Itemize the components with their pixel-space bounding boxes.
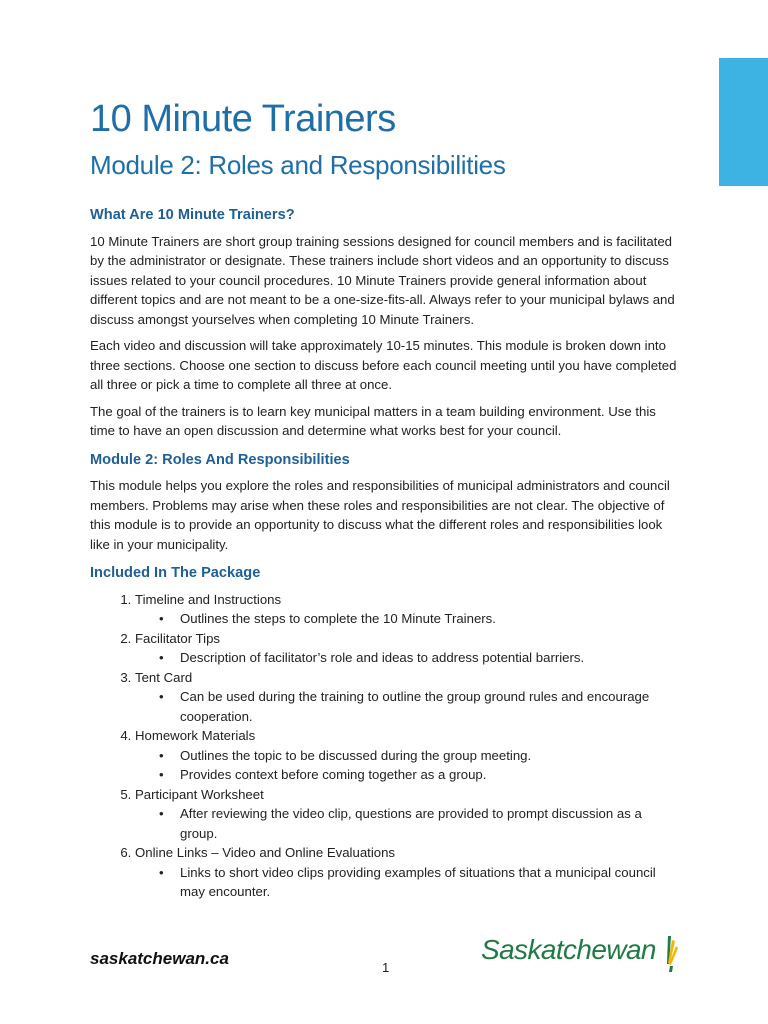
bullet-item: • Outlines the steps to complete the 10 Minute Trainers. bbox=[180, 609, 680, 629]
bullet-list bbox=[135, 687, 680, 726]
list-item bbox=[135, 726, 680, 785]
page-title: 10 Minute Trainers bbox=[90, 98, 396, 140]
list-item bbox=[135, 590, 680, 629]
bullet-item: • Outlines the topic to be discussed during the group meeting. bbox=[180, 746, 680, 766]
bullet-list bbox=[135, 609, 680, 629]
saskatchewan-logo bbox=[481, 934, 680, 974]
section-heading-what-are: What Are 10 Minute Trainers? bbox=[90, 207, 295, 223]
logo-wordmark: Saskatchewan bbox=[481, 934, 656, 965]
wheat-sheaf-icon bbox=[658, 934, 680, 974]
bullet-item: • Links to short video clips providing examples of situations that a municipal council may encounter. bbox=[180, 863, 680, 902]
list-item bbox=[135, 785, 680, 844]
list-item bbox=[135, 668, 680, 727]
bullet-list bbox=[135, 863, 680, 902]
list-item-label: Participant Worksheet bbox=[135, 786, 264, 802]
bullet-list bbox=[135, 746, 680, 785]
list-item-label: Online Links – Video and Online Evaluations bbox=[135, 845, 396, 860]
bullet-item: • Can be used during the training to outline the group ground rules and encourage cooperation. bbox=[180, 687, 680, 726]
bullet-list bbox=[135, 804, 680, 843]
paragraph: This module helps you explore the roles and responsibilities of municipal administrators and council members. Problems may arise when these roles and responsibilities are not clear. The objective of this module is to provide an opportunity to discuss what the different roles and responsibilities look like in your municipality. bbox=[90, 478, 670, 552]
side-color-tab bbox=[719, 58, 768, 186]
bullet-item: • After reviewing the video clip, questions are provided to prompt discussion as a group. bbox=[180, 804, 680, 843]
page-number: 1 bbox=[382, 960, 390, 975]
section-heading-module-2: Module 2: Roles And Responsibilities bbox=[90, 451, 350, 468]
list-item-label: Tent Card bbox=[135, 669, 193, 685]
bullet-item: • Description of facilitator’s role and ideas to address potential barriers. bbox=[180, 648, 680, 668]
list-item-label: Facilitator Tips bbox=[135, 630, 221, 646]
paragraph: The goal of the trainers is to learn key municipal matters in a team building environment. Use this time to have an open discussion and determine what works best for your council. bbox=[90, 403, 656, 438]
document-body bbox=[90, 206, 680, 902]
paragraph: 10 Minute Trainers are short group training sessions designed for council members and is facilitated by the administrator or designate. These trainers include short videos and an opportunity to discuss issues related to your council procedures. 10 Minute Trainers provide general information about different topics and are not meant to be a one-size-fits-all. Always refer to your municipal bylaws and discuss amongst yourselves when completing 10 Minute Trainers. bbox=[90, 233, 675, 327]
section-heading-package: Included In The Package bbox=[90, 565, 261, 581]
list-item-label: Homework Materials bbox=[135, 728, 256, 743]
list-item bbox=[135, 843, 680, 902]
paragraph: Each video and discussion will take approximately 10-15 minutes. This module is broken down into three sections. Choose one section to discuss before each council meeting until you have completed all three or pick a time to complete all three at once. bbox=[90, 338, 677, 392]
package-list bbox=[90, 590, 680, 902]
bullet-list bbox=[135, 648, 680, 668]
footer-website-link[interactable]: saskatchewan.ca bbox=[90, 949, 229, 968]
page-subtitle: Module 2: Roles and Responsibilities bbox=[90, 150, 506, 180]
list-item-label: Timeline and Instructions bbox=[135, 591, 282, 607]
bullet-item: • Provides context before coming together as a group. bbox=[180, 765, 680, 785]
list-item bbox=[135, 629, 680, 668]
